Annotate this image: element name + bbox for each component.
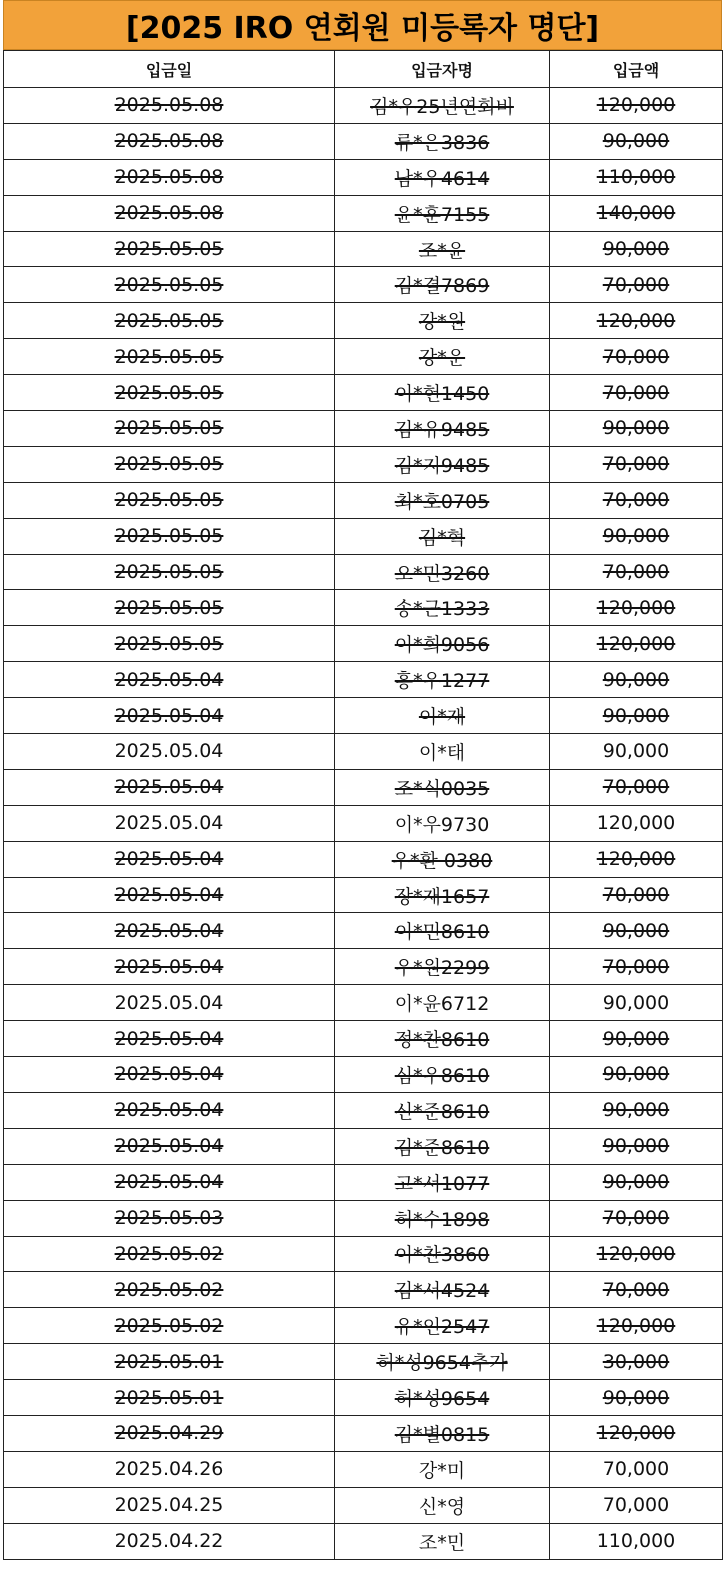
cell-depositor-name [335, 1128, 550, 1164]
cell-amount-text: 70,000 [602, 776, 670, 799]
cell-amount [550, 985, 723, 1021]
cell-date-text: 2025.05.08 [114, 94, 224, 117]
table-row [4, 303, 723, 339]
cell-amount-text: 120,000 [596, 1422, 676, 1445]
cell-depositor-name [335, 841, 550, 877]
cell-amount-text: 70,000 [602, 489, 670, 512]
cell-date [4, 482, 335, 518]
cell-date-text: 2025.05.04 [114, 1099, 224, 1122]
table-row [4, 1380, 723, 1416]
cell-depositor-name [335, 231, 550, 267]
cell-amount [550, 375, 723, 411]
cell-date [4, 841, 335, 877]
cell-depositor-name-text: 조*윤 [418, 239, 466, 262]
cell-depositor-name [335, 734, 550, 770]
cell-depositor-name [335, 1021, 550, 1057]
cell-date-text: 2025.05.05 [114, 489, 224, 512]
cell-depositor-name-text: 우*원2299 [394, 957, 490, 980]
cell-depositor-name [335, 662, 550, 698]
table-row [4, 1308, 723, 1344]
cell-date [4, 1272, 335, 1308]
cell-depositor-name-text: 이*희9056 [394, 634, 490, 657]
cell-date [4, 1451, 335, 1487]
table-row [4, 339, 723, 375]
cell-date [4, 88, 335, 124]
cell-amount-text: 70,000 [602, 381, 670, 404]
cell-depositor-name-text: 허*성9654추가 [376, 1352, 508, 1375]
cell-date [4, 195, 335, 231]
cell-date-text: 2025.05.04 [114, 812, 224, 835]
cell-amount-text: 120,000 [596, 309, 676, 332]
cell-date [4, 805, 335, 841]
cell-date [4, 1164, 335, 1200]
cell-amount-text: 90,000 [602, 1027, 670, 1050]
cell-date-text: 2025.04.22 [114, 1530, 224, 1553]
cell-date [4, 1308, 335, 1344]
cell-depositor-name [335, 698, 550, 734]
table-row [4, 231, 723, 267]
cell-amount [550, 769, 723, 805]
cell-amount-text: 70,000 [602, 1207, 670, 1230]
cell-date [4, 159, 335, 195]
cell-amount [550, 88, 723, 124]
cell-amount-text: 90,000 [602, 1099, 670, 1122]
cell-depositor-name [335, 375, 550, 411]
cell-date-text: 2025.05.04 [114, 919, 224, 942]
cell-depositor-name-text: 정*찬8610 [394, 1029, 490, 1052]
cell-date [4, 267, 335, 303]
cell-depositor-name [335, 1200, 550, 1236]
cell-depositor-name [335, 1272, 550, 1308]
cell-depositor-name-text: 허*성9654 [394, 1388, 490, 1410]
cell-depositor-name [335, 1523, 550, 1559]
table-row [4, 949, 723, 985]
cell-date-text: 2025.05.04 [114, 1171, 224, 1194]
table-row [4, 1272, 723, 1308]
cell-amount-text: 120,000 [596, 1242, 676, 1265]
cell-depositor-name-text: 이*민8610 [394, 921, 490, 944]
cell-depositor-name-text: 윤*훈7155 [394, 203, 490, 226]
column-header-name: 입금자명 [335, 51, 550, 88]
table-row [4, 123, 723, 159]
cell-date-text: 2025.05.01 [114, 1350, 224, 1373]
cell-depositor-name-text: 김*서4524 [394, 1280, 490, 1303]
cell-depositor-name-text: 남*우4614 [394, 167, 490, 190]
cell-amount [550, 554, 723, 590]
cell-date-text: 2025.05.04 [114, 848, 224, 871]
cell-date [4, 339, 335, 375]
cell-date-text: 2025.05.04 [114, 740, 224, 763]
cell-date [4, 698, 335, 734]
cell-amount [550, 518, 723, 554]
table-row [4, 411, 723, 447]
cell-amount-text: 70,000 [602, 1494, 670, 1517]
cell-date-text: 2025.05.04 [114, 1135, 224, 1158]
cell-amount-text: 30,000 [602, 1350, 670, 1373]
cell-date-text: 2025.05.04 [114, 1027, 224, 1050]
table-row [4, 195, 723, 231]
cell-amount-text: 90,000 [602, 668, 670, 691]
sheet-title: [2025 IRO 연회원 미등록자 명단] [3, 0, 722, 50]
cell-depositor-name [335, 769, 550, 805]
cell-depositor-name-text: 허*수1898 [394, 1208, 490, 1231]
cell-amount-text: 70,000 [602, 273, 670, 296]
cell-date [4, 626, 335, 662]
table-row [4, 1415, 723, 1451]
cell-amount [550, 1344, 723, 1380]
cell-depositor-name [335, 877, 550, 913]
cell-date-text: 2025.05.04 [114, 991, 224, 1014]
cell-date [4, 913, 335, 949]
cell-amount-text: 70,000 [602, 955, 670, 978]
cell-depositor-name-text: 오*민3260 [394, 562, 490, 585]
cell-depositor-name-text: 고*서1077 [394, 1172, 490, 1195]
cell-date [4, 877, 335, 913]
cell-amount-text: 110,000 [596, 1530, 676, 1553]
cell-date [4, 985, 335, 1021]
cell-depositor-name-text: 홍*우1277 [394, 670, 490, 693]
cell-amount-text: 90,000 [602, 417, 670, 440]
cell-depositor-name [335, 88, 550, 124]
cell-depositor-name [335, 1236, 550, 1272]
cell-amount-text: 70,000 [602, 453, 670, 476]
cell-amount-text: 90,000 [602, 238, 670, 260]
cell-amount [550, 1415, 723, 1451]
cell-date-text: 2025.05.05 [114, 632, 224, 655]
cell-amount-text: 90,000 [602, 525, 670, 548]
cell-amount [550, 805, 723, 841]
cell-amount [550, 1236, 723, 1272]
column-header-date: 입금일 [4, 51, 335, 88]
cell-depositor-name [335, 1487, 550, 1523]
cell-date [4, 1487, 335, 1523]
cell-depositor-name [335, 1057, 550, 1093]
cell-depositor-name-text: 김*지9485 [394, 454, 490, 477]
table-row [4, 626, 723, 662]
table-row [4, 1344, 723, 1380]
cell-amount [550, 1308, 723, 1344]
cell-date [4, 375, 335, 411]
cell-depositor-name-text: 심*우8610 [394, 1064, 490, 1087]
cell-depositor-name-text: 이*우9730 [394, 813, 490, 836]
cell-depositor-name [335, 123, 550, 159]
cell-date [4, 1057, 335, 1093]
cell-amount [550, 913, 723, 949]
cell-depositor-name [335, 446, 550, 482]
cell-depositor-name-text: 유*인2547 [394, 1316, 490, 1339]
table-row [4, 446, 723, 482]
cell-depositor-name-text: 이*태 [418, 741, 466, 764]
cell-amount [550, 411, 723, 447]
cell-amount-text: 90,000 [602, 1386, 670, 1409]
cell-date [4, 1200, 335, 1236]
cell-date-text: 2025.05.04 [114, 776, 224, 799]
cell-amount [550, 1272, 723, 1308]
cell-amount-text: 90,000 [602, 1135, 670, 1158]
cell-date [4, 231, 335, 267]
cell-date [4, 769, 335, 805]
cell-date-text: 2025.05.08 [114, 166, 224, 189]
cell-amount [550, 590, 723, 626]
cell-amount-text: 120,000 [596, 812, 676, 835]
table-row [4, 1523, 723, 1559]
cell-depositor-name-text: 조*민 [418, 1531, 466, 1554]
cell-depositor-name-text: 류*은3836 [394, 131, 490, 154]
cell-amount [550, 446, 723, 482]
cell-date-text: 2025.05.05 [114, 417, 224, 440]
table-row [4, 375, 723, 411]
cell-depositor-name-text: 강*운 [418, 347, 466, 370]
table-row [4, 841, 723, 877]
cell-date [4, 411, 335, 447]
column-header-amount: 입금액 [550, 51, 723, 88]
cell-depositor-name [335, 195, 550, 231]
cell-date-text: 2025.05.05 [114, 596, 224, 619]
cell-depositor-name-text: 이*윤6712 [394, 993, 490, 1016]
cell-date-text: 2025.05.02 [114, 1278, 224, 1301]
table-row [4, 1487, 723, 1523]
cell-date-text: 2025.05.02 [114, 1242, 224, 1265]
cell-depositor-name [335, 985, 550, 1021]
cell-amount [550, 877, 723, 913]
cell-amount-text: 70,000 [602, 1458, 670, 1481]
cell-date-text: 2025.04.29 [114, 1422, 224, 1445]
cell-depositor-name-text: 장*재1657 [394, 885, 490, 908]
cell-amount [550, 195, 723, 231]
cell-depositor-name [335, 626, 550, 662]
table-row [4, 267, 723, 303]
cell-amount-text: 70,000 [602, 561, 670, 584]
cell-amount [550, 231, 723, 267]
cell-depositor-name-text: 김*결7869 [394, 275, 490, 298]
cell-date-text: 2025.05.04 [114, 704, 224, 727]
cell-depositor-name [335, 482, 550, 518]
cell-date-text: 2025.05.05 [114, 453, 224, 476]
cell-date-text: 2025.05.04 [114, 955, 224, 978]
cell-depositor-name-text: 조*식0035 [394, 777, 490, 800]
cell-amount [550, 662, 723, 698]
cell-date-text: 2025.05.05 [114, 309, 224, 332]
table-row [4, 769, 723, 805]
table-row [4, 1164, 723, 1200]
table-row [4, 805, 723, 841]
cell-amount-text: 140,000 [596, 202, 676, 225]
cell-depositor-name [335, 339, 550, 375]
cell-date [4, 554, 335, 590]
cell-amount-text: 70,000 [602, 1278, 670, 1301]
cell-amount [550, 1057, 723, 1093]
cell-depositor-name [335, 1415, 550, 1451]
cell-amount-text: 120,000 [596, 94, 676, 117]
table-row [4, 877, 723, 913]
cell-depositor-name [335, 267, 550, 303]
cell-date [4, 1021, 335, 1057]
cell-amount [550, 1451, 723, 1487]
cell-amount [550, 734, 723, 770]
cell-depositor-name-text: 최*호0705 [394, 490, 490, 513]
cell-depositor-name [335, 949, 550, 985]
cell-amount [550, 1164, 723, 1200]
table-row [4, 1451, 723, 1487]
table-row [4, 985, 723, 1021]
cell-depositor-name [335, 1380, 550, 1416]
cell-date-text: 2025.05.03 [114, 1207, 224, 1230]
cell-amount [550, 1128, 723, 1164]
cell-date-text: 2025.05.05 [114, 273, 224, 296]
cell-date-text: 2025.05.05 [114, 525, 224, 548]
cell-amount [550, 482, 723, 518]
cell-date-text: 2025.05.05 [114, 381, 224, 404]
cell-amount [550, 1092, 723, 1128]
table-row [4, 590, 723, 626]
table-row [4, 482, 723, 518]
cell-amount [550, 1200, 723, 1236]
cell-date [4, 662, 335, 698]
unregistered-members-table [3, 50, 723, 1560]
cell-depositor-name-text: 이*재 [418, 706, 466, 729]
table-row [4, 662, 723, 698]
cell-date-text: 2025.05.02 [114, 1314, 224, 1337]
cell-amount-text: 90,000 [602, 1063, 670, 1086]
cell-amount-text: 90,000 [602, 130, 670, 153]
cell-depositor-name-text: 강*미 [418, 1459, 466, 1482]
table-row [4, 159, 723, 195]
cell-date [4, 1415, 335, 1451]
cell-date [4, 949, 335, 985]
table-row [4, 734, 723, 770]
table-header-row [4, 51, 723, 88]
cell-date [4, 1380, 335, 1416]
cell-amount-text: 120,000 [596, 632, 676, 655]
cell-depositor-name [335, 1451, 550, 1487]
cell-depositor-name-text: 강*원 [418, 311, 466, 334]
cell-date-text: 2025.05.01 [114, 1386, 224, 1409]
cell-date [4, 123, 335, 159]
cell-amount [550, 339, 723, 375]
cell-date-text: 2025.05.05 [114, 345, 224, 368]
cell-amount [550, 303, 723, 339]
cell-depositor-name-text: 김*유9485 [394, 418, 490, 441]
cell-date [4, 446, 335, 482]
cell-date [4, 734, 335, 770]
table-row [4, 518, 723, 554]
cell-date [4, 1344, 335, 1380]
table-row [4, 1057, 723, 1093]
table-row [4, 1236, 723, 1272]
cell-date [4, 1523, 335, 1559]
cell-amount-text: 120,000 [596, 596, 676, 619]
cell-date-text: 2025.05.04 [114, 884, 224, 907]
cell-amount [550, 159, 723, 195]
cell-amount [550, 1021, 723, 1057]
cell-date-text: 2025.05.05 [114, 238, 224, 260]
cell-date-text: 2025.05.04 [114, 668, 224, 691]
cell-depositor-name [335, 1092, 550, 1128]
cell-depositor-name [335, 303, 550, 339]
cell-depositor-name-text: 김*혁 [418, 526, 466, 549]
cell-date-text: 2025.05.05 [114, 561, 224, 584]
cell-depositor-name-text: 이*찬3860 [394, 1244, 490, 1267]
cell-depositor-name [335, 1308, 550, 1344]
cell-depositor-name [335, 1344, 550, 1380]
cell-amount [550, 1523, 723, 1559]
table-row [4, 913, 723, 949]
cell-date [4, 518, 335, 554]
table-row [4, 1021, 723, 1057]
cell-amount [550, 626, 723, 662]
cell-amount-text: 90,000 [602, 704, 670, 727]
cell-date-text: 2025.05.08 [114, 130, 224, 153]
cell-amount-text: 90,000 [602, 919, 670, 942]
cell-amount-text: 90,000 [602, 991, 670, 1014]
table-row [4, 1092, 723, 1128]
cell-depositor-name-text: 이*헌1450 [394, 383, 490, 406]
cell-depositor-name [335, 518, 550, 554]
cell-date [4, 590, 335, 626]
cell-amount [550, 949, 723, 985]
cell-depositor-name-text: 신*준8610 [394, 1100, 490, 1123]
cell-date [4, 303, 335, 339]
cell-amount [550, 1380, 723, 1416]
cell-depositor-name-text: 김*준8610 [394, 1136, 490, 1159]
cell-depositor-name [335, 590, 550, 626]
cell-date [4, 1092, 335, 1128]
cell-amount [550, 123, 723, 159]
cell-depositor-name [335, 913, 550, 949]
cell-amount-text: 120,000 [596, 1314, 676, 1337]
table-row [4, 1128, 723, 1164]
member-list-sheet [3, 0, 722, 1560]
cell-date [4, 1236, 335, 1272]
table-body [4, 88, 723, 1560]
cell-amount-text: 90,000 [602, 740, 670, 763]
cell-date-text: 2025.05.04 [114, 1063, 224, 1086]
cell-depositor-name [335, 805, 550, 841]
cell-amount-text: 70,000 [602, 345, 670, 368]
cell-amount [550, 267, 723, 303]
cell-depositor-name-text: 신*영 [418, 1495, 466, 1518]
cell-depositor-name-text: 김*별0815 [394, 1423, 490, 1446]
cell-depositor-name [335, 1164, 550, 1200]
cell-depositor-name [335, 411, 550, 447]
cell-amount [550, 698, 723, 734]
cell-date-text: 2025.05.08 [114, 202, 224, 225]
cell-amount-text: 90,000 [602, 1171, 670, 1194]
cell-amount-text: 120,000 [596, 848, 676, 871]
cell-date-text: 2025.04.26 [114, 1458, 224, 1481]
cell-date [4, 1128, 335, 1164]
cell-depositor-name-text: 김*우25년연회비 [370, 95, 514, 118]
cell-date-text: 2025.04.25 [114, 1494, 224, 1517]
cell-depositor-name-text: 송*근1333 [394, 598, 490, 621]
table-row [4, 88, 723, 124]
cell-amount-text: 70,000 [602, 884, 670, 907]
cell-amount [550, 841, 723, 877]
cell-amount-text: 110,000 [596, 166, 676, 189]
cell-depositor-name [335, 159, 550, 195]
cell-depositor-name [335, 554, 550, 590]
cell-depositor-name-text: 우*환 0380 [391, 849, 493, 872]
cell-amount [550, 1487, 723, 1523]
table-row [4, 1200, 723, 1236]
table-row [4, 698, 723, 734]
table-row [4, 554, 723, 590]
